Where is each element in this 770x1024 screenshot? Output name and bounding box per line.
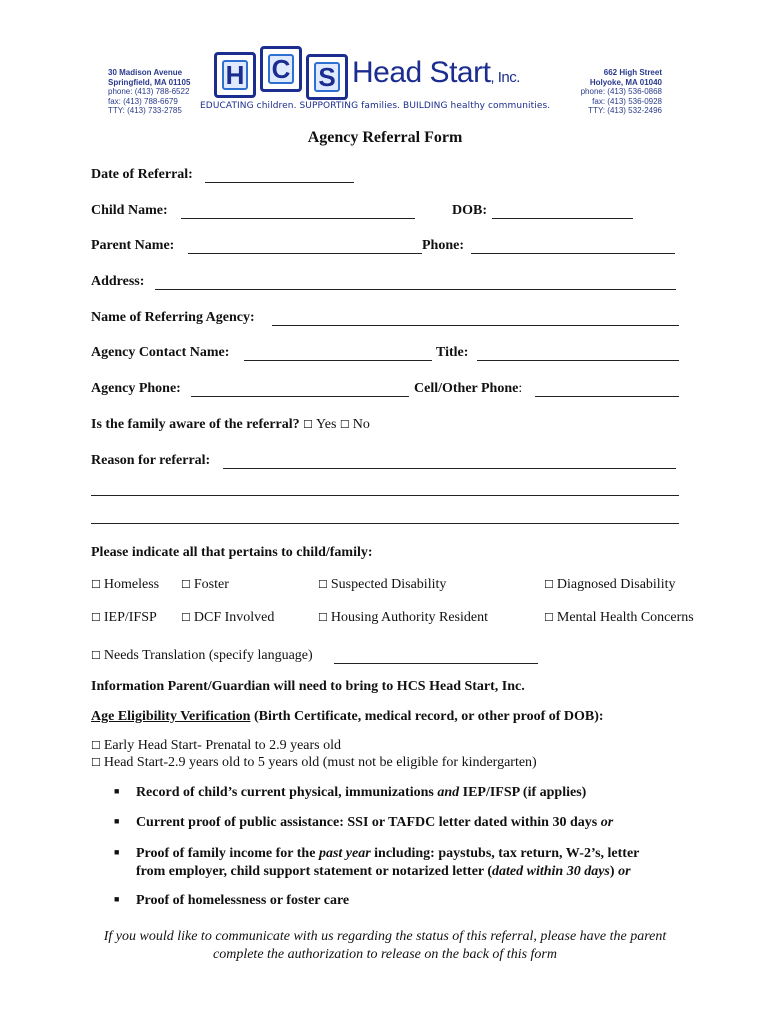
logo-tagline: EDUCATING children. SUPPORTING families. BUILDING healthy communities. [200,101,551,111]
checkbox-icon: ☐ [91,579,101,591]
parent-name-label: Parent Name: [91,238,175,253]
title-field[interactable] [477,360,679,361]
left-address-line: Springfield, MA 01105 [108,77,191,87]
agency-phone-label: Agency Phone: [91,381,181,396]
right-address-line: Holyoke, MA 01040 [589,77,662,87]
no-checkbox[interactable]: ☐ No [339,417,370,432]
form-title: Agency Referral Form [307,129,463,146]
phone-field[interactable] [471,253,675,254]
title-label: Title: [436,345,469,360]
checkbox-icon: ☐ [91,740,101,752]
right-address-line: TTY: (413) 532-2496 [588,106,662,116]
bullet-icon: ■ [114,786,120,796]
foster-checkbox[interactable]: ☐ Foster [181,577,229,592]
checkbox-icon: ☐ [544,612,554,624]
checkbox-icon: ☐ [181,579,191,591]
dob-label: DOB: [452,203,487,218]
iep-ifsp-checkbox[interactable]: ☐ IEP/IFSP [91,610,157,625]
address-label: Address: [91,274,145,289]
bring-heading: Information Parent/Guardian will need to bring to HCS Head Start, Inc. [91,679,525,694]
left-address-line: phone: (413) 788-6522 [108,87,190,97]
right-address-line: fax: (413) 536-0928 [592,96,662,106]
footer-note-line-2: complete the authorization to release on the back of this form [213,947,557,962]
cell-phone-label: Cell/Other Phone: [414,381,523,396]
reason-field[interactable] [223,468,676,469]
left-address-line: TTY: (413) 733-2785 [108,106,182,116]
child-name-field[interactable] [181,218,415,219]
checkbox-icon: ☐ [91,650,101,662]
left-address-line: 30 Madison Avenue [108,68,183,77]
reason-label: Reason for referral: [91,453,211,468]
early-head-start-checkbox[interactable]: ☐ Early Head Start- Prenatal to 2.9 years old [91,738,342,753]
right-address-line: phone: (413) 536-0868 [580,87,662,97]
pertains-heading: Please indicate all that pertains to child/family: [91,545,373,560]
hcs-logo [200,46,580,118]
child-name-label: Child Name: [91,203,168,218]
referring-agency-field[interactable] [272,325,679,326]
cell-phone-field[interactable] [535,396,679,397]
agency-phone-field[interactable] [191,396,409,397]
date-of-referral-label: Date of Referral: [91,167,193,182]
referring-agency-label: Name of Referring Agency: [91,310,255,325]
bullet-physical: ■ Record of child’s current physical, immunizations and IEP/IFSP (if applies) [114,785,587,800]
parent-name-field[interactable] [188,253,422,254]
suspected-disability-checkbox[interactable]: ☐ Suspected Disability [318,577,447,592]
date-of-referral-field[interactable] [205,182,354,183]
checkbox-icon: ☐ [91,612,101,624]
head-start-checkbox[interactable]: ☐ Head Start-2.9 years old to 5 years old (must not be eligible for kindergarten) [91,755,537,770]
bullet-homelessness: ■ Proof of homelessness or foster care [114,893,350,908]
housing-authority-checkbox[interactable]: ☐ Housing Authority Resident [318,610,488,625]
checkbox-icon: ☐ [181,612,191,624]
checkbox-icon: ☐ [318,612,328,624]
bullet-icon: ■ [114,816,120,826]
family-aware-question [91,417,370,433]
diagnosed-disability-checkbox[interactable]: ☐ Diagnosed Disability [544,577,676,592]
bullet-icon: ■ [114,894,120,904]
checkbox-icon: ☐ [544,579,554,591]
age-eligibility-label: Age Eligibility Verification [91,709,251,724]
phone-label: Phone: [422,238,464,253]
right-address [581,68,662,116]
age-eligibility-line [91,709,604,725]
agency-contact-field[interactable] [244,360,432,361]
mental-health-checkbox[interactable]: ☐ Mental Health Concerns [544,610,694,625]
yes-checkbox[interactable]: ☐ Yes [303,417,337,432]
needs-translation-checkbox[interactable]: ☐ Needs Translation (specify language) [91,648,313,663]
translation-language-field[interactable] [334,663,538,664]
checkbox-icon: ☐ [303,419,314,431]
bullet-icon: ■ [114,847,120,857]
bullet-public-assistance: ■ Current proof of public assistance: SSI or TAFDC letter dated within 30 days or [114,815,614,830]
footer-note-line-1: If you would like to communicate with us regarding the status of this referral, please have the parent [103,929,667,944]
logo-block-h: H [214,52,256,98]
agency-contact-label: Agency Contact Name: [91,345,230,360]
left-address [108,68,190,116]
homeless-checkbox[interactable]: ☐ Homeless [91,577,160,592]
logo-block-c: C [260,46,302,92]
bullet-family-income: ■ Proof of family income for the past year including: paystubs, tax return, W-2’s, letter from employer, child support statement or notarized letter (dated within 30 days) or [114,846,640,879]
logo-wordmark: Head Start, Inc. [352,56,520,89]
checkbox-icon: ☐ [339,419,350,431]
dob-field[interactable] [492,218,633,219]
checkbox-icon: ☐ [318,579,328,591]
reason-field-line-3[interactable] [91,523,679,524]
family-aware-label: Is the family aware of the referral? [91,417,300,432]
dcf-involved-checkbox[interactable]: ☐ DCF Involved [181,610,275,625]
reason-field-line-2[interactable] [91,495,679,496]
left-address-line: fax: (413) 788-6679 [108,96,178,106]
logo-block-s: S [306,54,348,100]
age-eligibility-desc: (Birth Certificate, medical record, or other proof of DOB): [250,709,604,724]
checkbox-icon: ☐ [91,757,101,769]
address-field[interactable] [155,289,676,290]
right-address-line: 662 High Street [603,68,662,77]
